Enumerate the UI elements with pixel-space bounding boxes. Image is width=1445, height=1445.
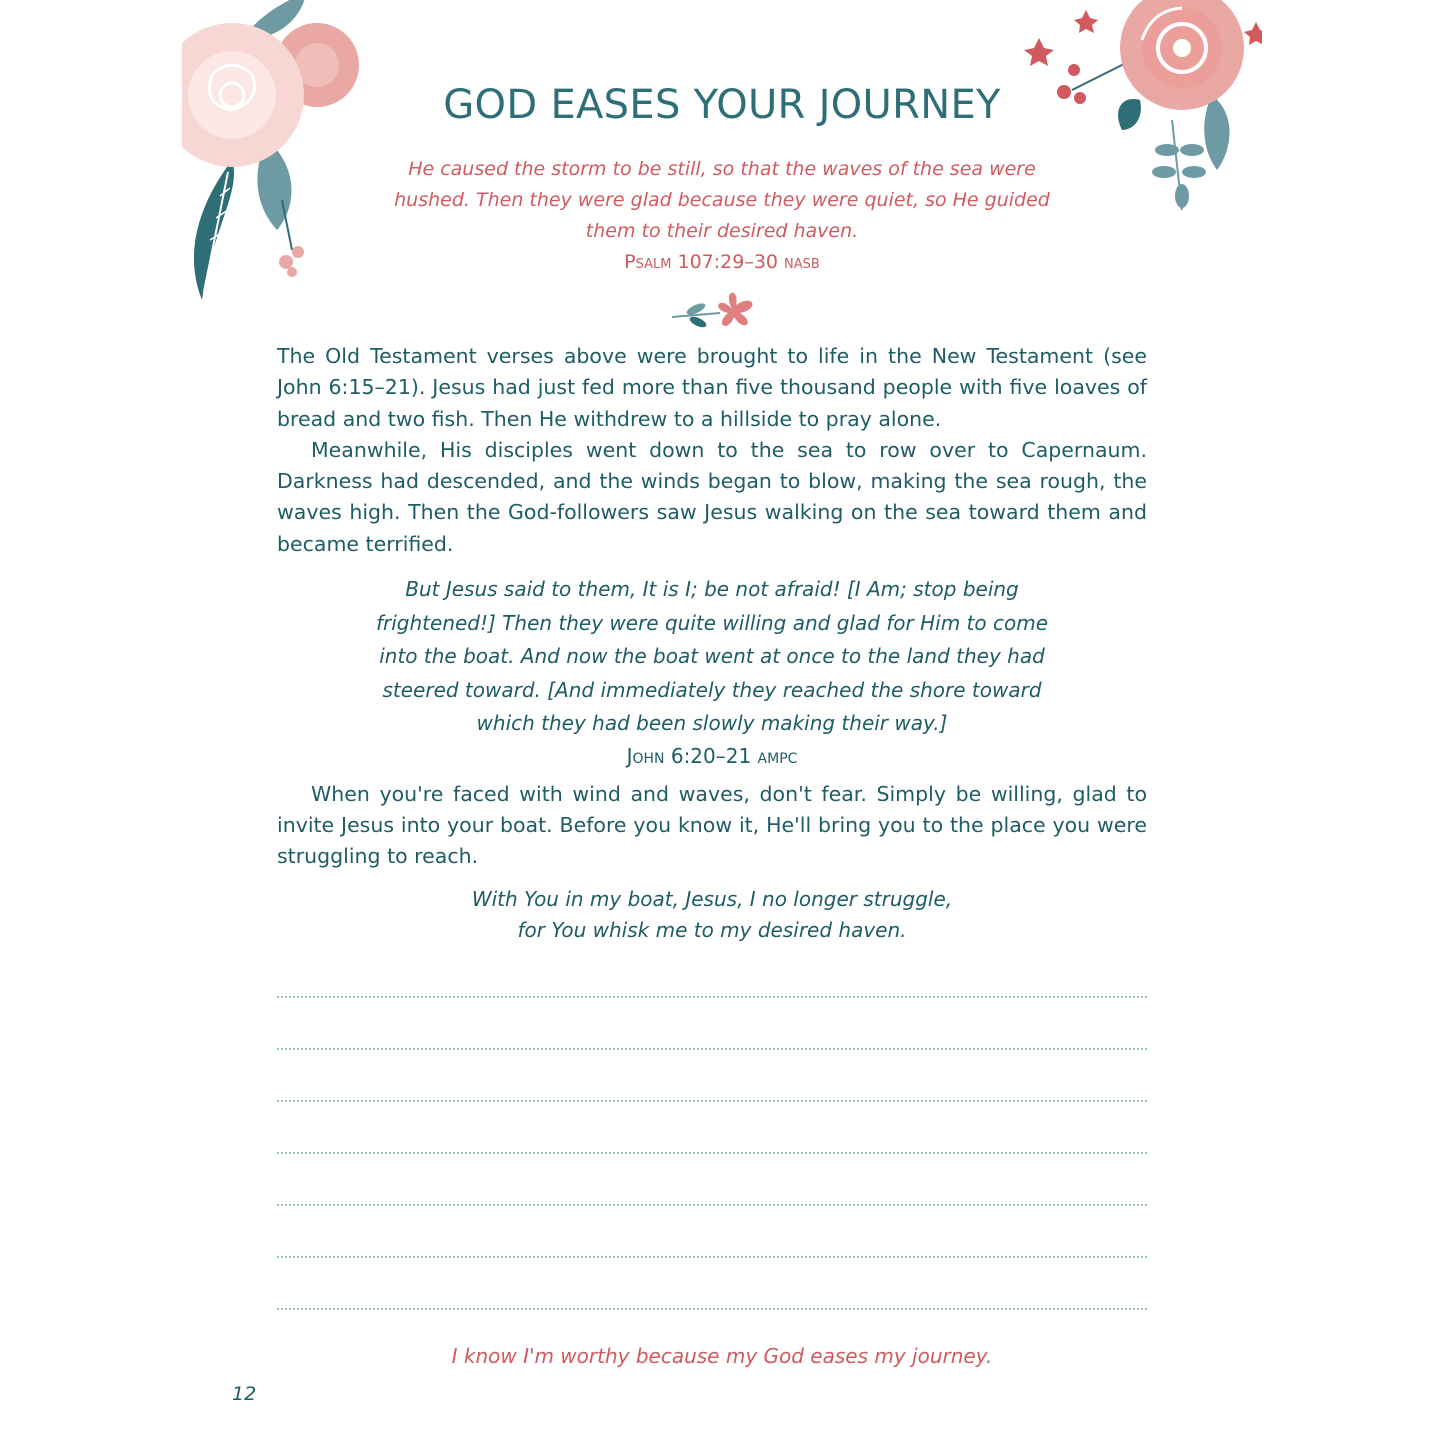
journal-writing-line[interactable] (277, 1308, 1147, 1310)
epigraph (382, 154, 1062, 278)
epigraph-text: He caused the storm to be still, so that the waves of the sea were hushed. Then they were glad because they were quiet, so He guided them to their desired haven. (394, 158, 1050, 242)
journal-writing-line[interactable] (277, 996, 1147, 998)
prayer (277, 884, 1147, 946)
paragraph: Meanwhile, His disciples went down to the sea to row over to Capernaum. Darkness had descended, and the winds began to blow, making the sea rough, the waves high. Then the God-followers saw Jesus walking on the sea toward them and became terrified. (277, 437, 1147, 556)
prayer-line: for You whisk me to my desired haven. (517, 918, 907, 943)
paragraph: The Old Testament verses above were brought to life in the New Testament (see John 6:15–21). Jesus had just fed more than five thousand people with five loaves of bread and two fish. Then He withdrew to a hillside to pray alone. (277, 344, 1147, 431)
quote-reference: John 6:20–21 ampc (626, 743, 798, 768)
flower-sprig-icon (670, 287, 760, 332)
journal-writing-line[interactable] (277, 1152, 1147, 1154)
journal-writing-line[interactable] (277, 1048, 1147, 1050)
closing-affirmation: I know I'm worthy because my God eases my journey. (451, 1344, 993, 1368)
journal-writing-line[interactable] (277, 1100, 1147, 1102)
journal-page (182, 0, 1262, 1445)
journal-writing-line[interactable] (277, 1204, 1147, 1206)
flower-bouquet-icon (182, 0, 362, 320)
prayer-line: With You in my boat, Jesus, I no longer struggle, (471, 887, 953, 912)
quote-text: But Jesus said to them, It is I; be not afraid! [I Am; stop being frightened!] Then they were quite willing and glad for Him to come into the boat. And now the boat went at once to the land they had steered toward. [And immediately they reached the shore toward which they had been slowly making their way.] (375, 577, 1049, 736)
page-title: GOD EASES YOUR JOURNEY (443, 82, 1001, 128)
paragraph: When you're faced with wind and waves, don't fear. Simply be willing, glad to invite Jesus into your boat. Before you know it, He'll bring you to the place you were struggling to reach. (277, 781, 1147, 869)
body-text (277, 341, 1147, 946)
scripture-quote (357, 573, 1067, 771)
epigraph-reference: Psalm 107:29–30 nasb (624, 251, 820, 273)
journal-writing-line[interactable] (277, 1256, 1147, 1258)
page-number: 12 (232, 1383, 257, 1405)
